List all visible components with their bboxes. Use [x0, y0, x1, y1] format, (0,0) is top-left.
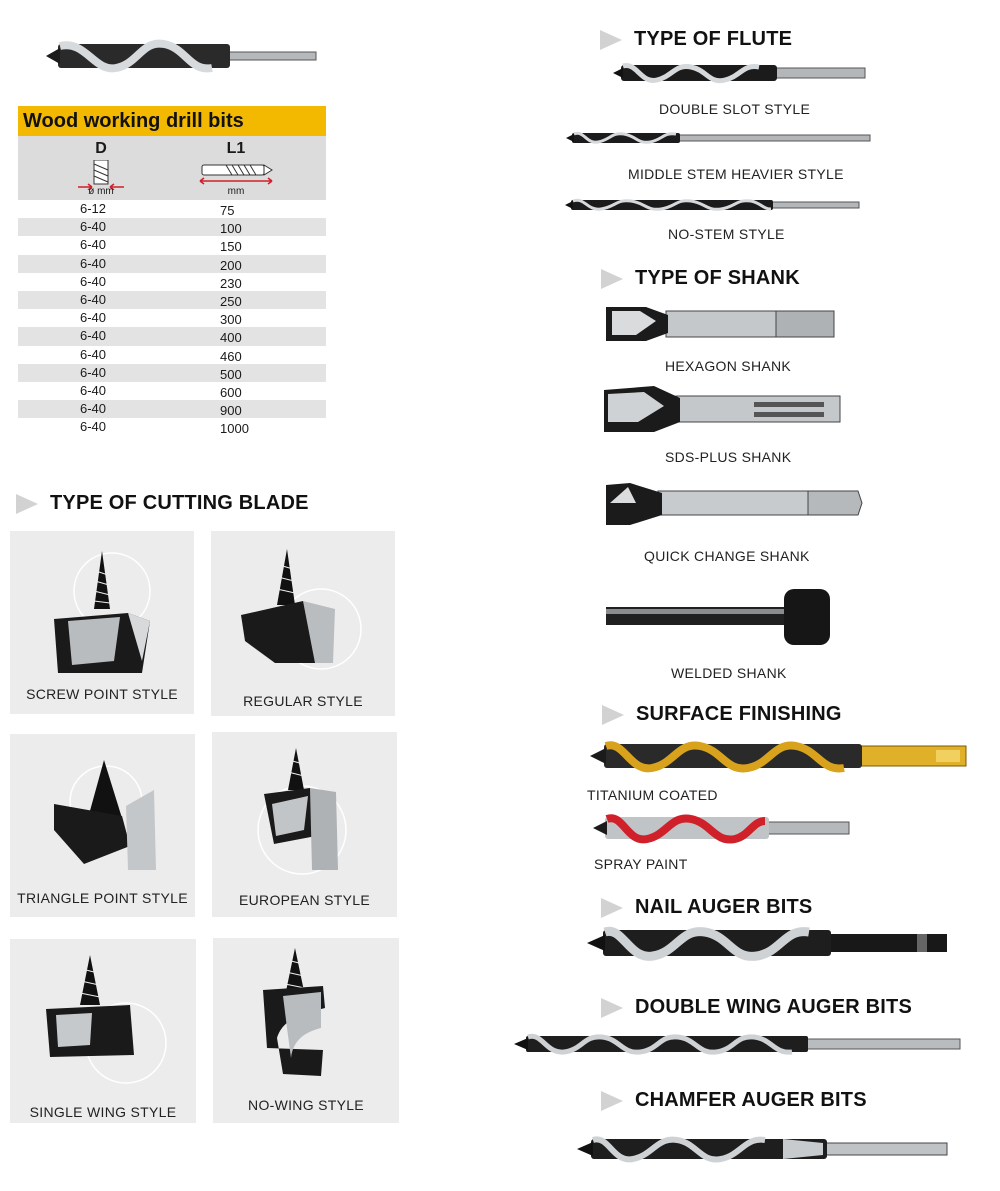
- flute-caption: DOUBLE SLOT STYLE: [659, 101, 811, 117]
- cutting-blade-title: TYPE OF CUTTING BLADE: [50, 492, 309, 514]
- flute-title: TYPE OF FLUTE: [634, 28, 793, 50]
- double-wing-auger-heading: [601, 996, 912, 1019]
- blade-style-label: SCREW POINT STYLE: [26, 686, 178, 702]
- no-stem-drill-image: [565, 197, 860, 213]
- chamfer-auger-drill-image: [577, 1135, 949, 1163]
- table-row: [18, 291, 326, 309]
- shank-caption: WELDED SHANK: [671, 665, 787, 681]
- diameter-cell: 6-40: [80, 419, 107, 435]
- table-row: [18, 255, 326, 273]
- length-cell: 600: [220, 384, 242, 400]
- diameter-cell: 6-40: [80, 237, 107, 253]
- surface-caption: SPRAY PAINT: [594, 856, 688, 872]
- single-wing-blade-image: [10, 939, 196, 1123]
- double-slot-drill-image: [613, 62, 867, 84]
- blade-tile-regular: [211, 531, 395, 716]
- diameter-label: D: [95, 140, 107, 157]
- chamfer-auger-heading: [601, 1089, 867, 1112]
- diameter-cell: 6-40: [80, 364, 107, 380]
- double-wing-auger-drill-image: [514, 1032, 962, 1056]
- length-cell: 250: [220, 293, 242, 309]
- nail-auger-title: NAIL AUGER BITS: [635, 896, 813, 918]
- table-row: [18, 364, 326, 382]
- blade-style-label: NO-WING STYLE: [248, 1097, 364, 1113]
- double-wing-auger-title: DOUBLE WING AUGER BITS: [635, 996, 912, 1018]
- cutting-blade-heading: [16, 492, 309, 515]
- surface-caption: TITANIUM COATED: [587, 787, 718, 803]
- diameter-cell: 6-40: [80, 328, 107, 344]
- table-row: [18, 200, 326, 218]
- diameter-cell: 6-40: [80, 255, 107, 271]
- blade-style-label: REGULAR STYLE: [243, 693, 363, 709]
- length-cell: 75: [220, 203, 235, 218]
- length-cell: 900: [220, 403, 242, 419]
- diameter-unit: ø mm: [88, 186, 114, 197]
- diameter-cell: 6-40: [80, 346, 107, 362]
- flute-caption: MIDDLE STEM HEAVIER STYLE: [628, 166, 844, 182]
- shank-heading: [601, 267, 800, 290]
- flute-heading: [600, 28, 792, 51]
- titanium-coated-drill-image: [590, 740, 968, 772]
- length-unit: mm: [227, 186, 245, 197]
- blade-tile-no-wing: [213, 938, 399, 1123]
- quick-change-shank-image: [606, 483, 862, 525]
- heading-triangle-icon: [600, 30, 622, 50]
- shank-caption: SDS-PLUS SHANK: [665, 449, 792, 465]
- sds-plus-shank-image: [604, 386, 842, 434]
- length-cell: 300: [220, 312, 242, 328]
- length-cell: 230: [220, 275, 242, 291]
- flute-caption: NO-STEM STYLE: [668, 226, 785, 242]
- table-row: [18, 236, 326, 254]
- length-cell: 100: [220, 221, 242, 237]
- spray-paint-drill-image: [593, 813, 851, 843]
- blade-style-label: SINGLE WING STYLE: [29, 1104, 177, 1120]
- regular-blade-image: [211, 531, 395, 716]
- heading-triangle-icon: [601, 998, 623, 1018]
- diameter-cell: 6-40: [80, 291, 107, 307]
- table-title: Wood working drill bits: [18, 106, 326, 136]
- table-body: [18, 200, 326, 436]
- blade-tile-single-wing: [10, 939, 196, 1123]
- surface-title: SURFACE FINISHING: [636, 703, 842, 725]
- middle-stem-drill-image: [566, 130, 872, 146]
- table-row: [18, 309, 326, 327]
- european-blade-image: [212, 732, 397, 917]
- table-row: [18, 346, 326, 364]
- table-row: [18, 382, 326, 400]
- heading-triangle-icon: [601, 1091, 623, 1111]
- table-row: [18, 400, 326, 418]
- heading-triangle-icon: [601, 269, 623, 289]
- drill-bit-spec-table: [18, 106, 326, 436]
- length-cell: 150: [220, 239, 242, 255]
- diameter-cell: 6-40: [80, 310, 107, 326]
- heading-triangle-icon: [602, 705, 624, 725]
- hero-drill-bit-image: [46, 38, 318, 74]
- diameter-cell: 6-40: [80, 382, 107, 398]
- table-row: [18, 273, 326, 291]
- blade-tile-screw-point: [10, 531, 194, 714]
- no-wing-blade-image: [213, 938, 399, 1123]
- nail-auger-heading: [601, 896, 812, 919]
- length-cell: 1000: [220, 421, 249, 437]
- diameter-cell: 6-40: [80, 219, 107, 235]
- blade-tile-triangle-point: [10, 734, 195, 917]
- length-cell: 400: [220, 330, 242, 346]
- length-diagram-icon: [196, 162, 276, 186]
- diameter-cell: 6-12: [80, 201, 107, 216]
- chamfer-auger-title: CHAMFER AUGER BITS: [635, 1089, 867, 1111]
- hexagon-shank-image: [606, 305, 836, 343]
- shank-title: TYPE OF SHANK: [635, 267, 800, 289]
- nail-auger-drill-image: [587, 926, 949, 960]
- table-row: [18, 418, 326, 436]
- blade-tile-european: [212, 732, 397, 917]
- shank-caption: QUICK CHANGE SHANK: [644, 548, 810, 564]
- diameter-column-header: [76, 140, 126, 197]
- surface-heading: [602, 703, 842, 726]
- length-cell: 200: [220, 257, 242, 273]
- table-row: [18, 327, 326, 345]
- heading-triangle-icon: [16, 494, 38, 514]
- welded-shank-image: [606, 587, 832, 647]
- table-row: [18, 218, 326, 236]
- shank-caption: HEXAGON SHANK: [665, 358, 792, 374]
- heading-triangle-icon: [601, 898, 623, 918]
- length-column-header: [196, 140, 276, 197]
- blade-style-label: EUROPEAN STYLE: [238, 892, 370, 908]
- length-label: L1: [226, 140, 246, 157]
- length-cell: 500: [220, 366, 242, 382]
- diameter-cell: 6-40: [80, 401, 107, 417]
- table-header: [18, 136, 326, 200]
- blade-style-label: TRIANGLE POINT STYLE: [17, 890, 188, 906]
- diameter-cell: 6-40: [80, 273, 107, 289]
- length-cell: 460: [220, 348, 242, 364]
